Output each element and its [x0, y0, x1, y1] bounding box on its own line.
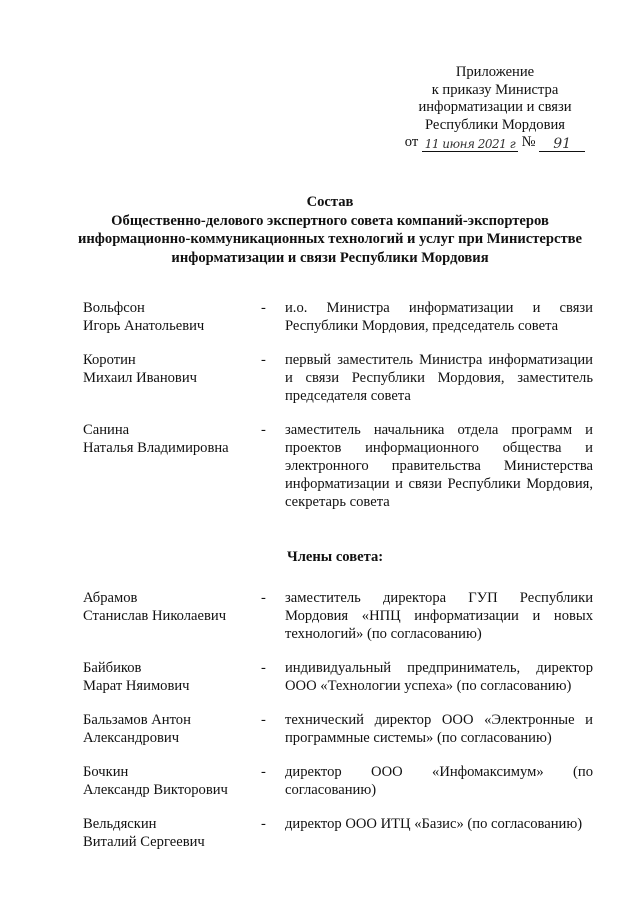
person-role: заместитель директора ГУП Республики Мордовия «НПЦ информатизации и новых технологий» (по согласованию) — [285, 590, 593, 642]
person-given-name: Виталий Сергеевич — [83, 834, 205, 850]
member-entry-bochkin — [83, 763, 593, 799]
person-surname: Байбиков — [83, 660, 142, 676]
person-surname: Коротин — [83, 352, 136, 368]
person-name — [83, 711, 261, 747]
person-given-name: Игорь Анатольевич — [83, 318, 205, 334]
entry-dash: - — [261, 712, 266, 728]
person-role: заместитель начальника отдела программ и проектов информационного общества и электронного правительства Министерства информатизации и связи Республики Мордовия, секретарь совета — [285, 422, 593, 510]
person-role: технический директор ООО «Электронные и программные системы» (по согласованию) — [285, 712, 593, 746]
person-role: директор ООО «Инфомаксимум» (по согласованию) — [285, 764, 593, 798]
person-surname: Абрамов — [83, 590, 138, 606]
person-role: и.о. Министра информатизации и связи Республики Мордовия, председатель совета — [285, 300, 593, 334]
person-surname: Вольфсон — [83, 300, 145, 316]
person-name — [83, 299, 261, 335]
person-name — [83, 351, 261, 405]
person-given-name: Марат Няимович — [83, 678, 190, 694]
leader-entry-sanina — [83, 421, 593, 511]
leader-entry-korotin — [83, 351, 593, 405]
person-surname: Санина — [83, 422, 130, 438]
document-title — [70, 193, 590, 267]
appendix-line-2: к приказу Министра — [431, 81, 559, 98]
title-line-2: Общественно-делового экспертного совета компаний-экспортеров — [111, 212, 549, 229]
member-entry-balzamov — [83, 711, 593, 747]
entry-dash: - — [261, 300, 266, 316]
person-name — [83, 815, 261, 851]
member-entry-abramov — [83, 589, 593, 643]
entry-dash: - — [261, 352, 266, 368]
person-name — [83, 763, 261, 799]
from-label: от — [404, 134, 419, 150]
entry-dash: - — [261, 764, 266, 780]
member-entry-baibikov — [83, 659, 593, 695]
person-name — [83, 659, 261, 695]
title-line-1: Состав — [306, 194, 354, 210]
person-given-name: Александр Викторович — [83, 782, 228, 798]
person-name — [83, 589, 261, 643]
appendix-line-4: Республики Мордовия — [424, 116, 565, 133]
appendix-line-1: Приложение — [455, 64, 535, 80]
person-given-name: Михаил Иванович — [83, 370, 197, 386]
person-surname: Бочкин — [83, 764, 129, 780]
person-role: директор ООО ИТЦ «Базис» (по согласованию) — [285, 816, 583, 832]
number-label: № — [521, 134, 536, 150]
handwritten-number: 91 — [539, 137, 585, 152]
person-given-name: Александрович — [83, 730, 180, 746]
leader-entry-volfson — [83, 299, 593, 335]
title-line-4: информатизации и связи Республики Мордовия — [171, 249, 489, 266]
order-reference — [395, 134, 595, 152]
person-role: первый заместитель Министра информатизации и связи Республики Мордовия, заместитель председателя совета — [285, 352, 593, 404]
entry-dash: - — [261, 816, 266, 832]
entry-dash: - — [261, 422, 266, 438]
member-entry-veldyaskin — [83, 815, 593, 851]
appendix-line-3: информатизации и связи — [418, 99, 572, 115]
person-name — [83, 421, 261, 511]
person-surname: Бальзамов Антон — [83, 712, 191, 728]
person-given-name: Наталья Владимировна — [83, 440, 229, 456]
person-surname: Вельдяскин — [83, 816, 157, 832]
handwritten-date: 11 июня 2021 г — [422, 137, 518, 152]
person-given-name: Станислав Николаевич — [83, 608, 227, 624]
appendix-block — [395, 64, 595, 152]
members-heading: Члены совета: — [287, 549, 384, 565]
person-role: индивидуальный предприниматель, директор ООО «Технологии успеха» (по согласованию) — [285, 660, 593, 694]
entry-dash: - — [261, 660, 266, 676]
title-line-3: информационно-коммуникационных технологий и услуг при Министерстве — [77, 231, 583, 247]
entry-dash: - — [261, 590, 266, 606]
